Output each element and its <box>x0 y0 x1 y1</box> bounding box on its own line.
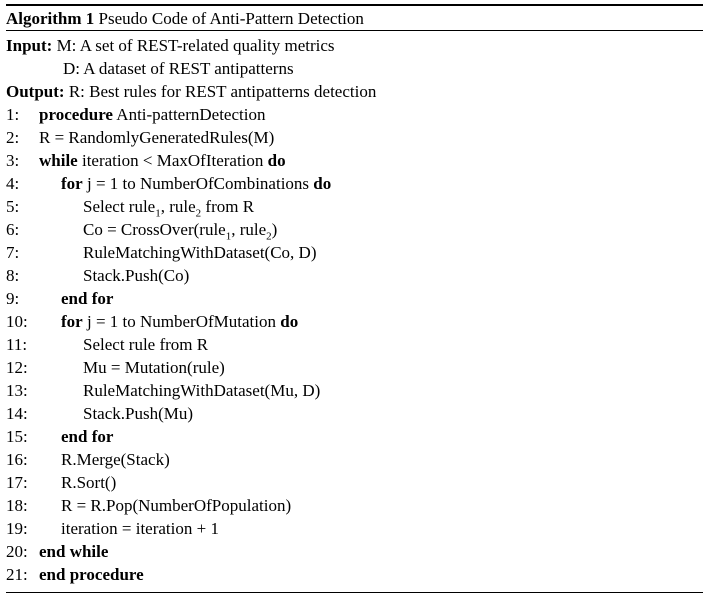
code-text: Select rule from R <box>83 335 209 354</box>
keyword: end while <box>39 542 109 561</box>
line-code <box>39 540 108 563</box>
line-number: 20: <box>6 542 28 561</box>
caption-label: Algorithm 1 <box>6 9 95 28</box>
code-lines <box>6 103 703 586</box>
subscript: 1 <box>155 207 161 220</box>
algorithm-line <box>6 287 703 310</box>
code-text: j = 1 to NumberOfCombinations <box>82 174 314 193</box>
code-text: , rule <box>231 220 267 239</box>
line-number: 8: <box>6 266 20 285</box>
line-number: 12: <box>6 358 28 377</box>
caption-title: Pseudo Code of Anti-Pattern Detection <box>98 9 364 28</box>
algorithm-line <box>6 310 703 333</box>
keyword: do <box>267 151 286 170</box>
code-text: Stack.Push(Mu) <box>83 404 194 423</box>
code-text: RuleMatchingWithDataset(Co, D) <box>83 243 317 262</box>
code-text: Stack.Push(Co) <box>83 266 190 285</box>
keyword: while <box>39 151 78 170</box>
keyword: for <box>61 312 83 331</box>
line-number: 2: <box>6 128 20 147</box>
line-number: 7: <box>6 243 20 262</box>
subscript: 1 <box>225 230 232 243</box>
keyword: for <box>61 174 83 193</box>
algorithm-caption <box>6 6 703 30</box>
line-number: 3: <box>6 151 20 170</box>
line-number: 9: <box>6 289 20 308</box>
line-number: 16: <box>6 450 28 469</box>
algorithm-line <box>6 563 703 586</box>
output-label: Output: <box>6 82 65 101</box>
line-code <box>61 448 170 471</box>
algorithm-line <box>6 540 703 563</box>
input-line-2 <box>6 57 703 80</box>
line-code <box>83 264 189 287</box>
line-code <box>61 287 113 310</box>
code-text: iteration < MaxOfIteration <box>77 151 268 170</box>
line-number: 1: <box>6 105 20 124</box>
algorithm-line <box>6 241 703 264</box>
line-number: 18: <box>6 496 28 515</box>
keyword: do <box>280 312 299 331</box>
keyword: end for <box>61 289 114 308</box>
line-number: 14: <box>6 404 28 423</box>
line-code <box>83 241 316 264</box>
line-number: 13: <box>6 381 28 400</box>
keyword: end procedure <box>39 565 144 584</box>
algorithm-line <box>6 149 703 172</box>
line-number: 11: <box>6 335 28 354</box>
code-text: iteration = iteration + 1 <box>61 519 219 538</box>
line-code <box>61 494 291 517</box>
line-code <box>61 471 116 494</box>
algorithm-line <box>6 425 703 448</box>
code-text: , rule <box>160 197 196 216</box>
input-label: Input: <box>6 36 53 55</box>
line-code <box>83 356 225 379</box>
code-text: R.Sort() <box>61 473 117 492</box>
line-number: 21: <box>6 565 28 584</box>
line-code <box>83 379 320 402</box>
line-code <box>83 218 277 241</box>
line-code <box>61 425 113 448</box>
code-text: R.Merge(Stack) <box>61 450 170 469</box>
line-code <box>39 103 265 126</box>
keyword: do <box>313 174 332 193</box>
input-text-1: M: A set of REST-related quality metrics <box>56 36 335 55</box>
output-text: R: Best rules for REST antipatterns detection <box>68 82 377 101</box>
code-text: j = 1 to NumberOfMutation <box>82 312 281 331</box>
keyword: procedure <box>39 105 113 124</box>
input-text-2: D: A dataset of REST antipatterns <box>63 59 294 78</box>
code-text: Anti-patternDetection <box>112 105 266 124</box>
line-number: 15: <box>6 427 28 446</box>
algorithm-box <box>6 4 703 593</box>
line-code <box>39 563 144 586</box>
algorithm-line <box>6 494 703 517</box>
algorithm-line <box>6 126 703 149</box>
code-text: ) <box>271 220 278 239</box>
algorithm-line <box>6 448 703 471</box>
code-text: Mu = Mutation(rule) <box>83 358 225 377</box>
subscript: 2 <box>195 207 202 220</box>
line-number: 10: <box>6 312 28 331</box>
code-text: Select rule <box>83 197 156 216</box>
code-text: Co = CrossOver(rule <box>83 220 226 239</box>
subscript: 2 <box>266 230 272 243</box>
line-number: 5: <box>6 197 20 216</box>
algorithm-line <box>6 103 703 126</box>
code-text: R = RandomlyGeneratedRules(M) <box>39 128 275 147</box>
algorithm-line <box>6 379 703 402</box>
code-text: from R <box>201 197 255 216</box>
algorithm-line <box>6 402 703 425</box>
algorithm-line <box>6 517 703 540</box>
line-number: 6: <box>6 220 20 239</box>
line-code <box>39 149 286 172</box>
algorithm-line <box>6 333 703 356</box>
line-number: 19: <box>6 519 28 538</box>
keyword: end for <box>61 427 114 446</box>
algorithm-line <box>6 356 703 379</box>
line-code <box>83 402 193 425</box>
line-code <box>61 310 298 333</box>
input-line <box>6 34 703 57</box>
line-code <box>61 172 331 195</box>
algorithm-line <box>6 264 703 287</box>
line-code <box>83 195 254 218</box>
code-text: RuleMatchingWithDataset(Mu, D) <box>83 381 321 400</box>
algorithm-line <box>6 195 703 218</box>
algorithm-line <box>6 471 703 494</box>
code-text: R = R.Pop(NumberOfPopulation) <box>61 496 292 515</box>
line-code <box>61 517 219 540</box>
line-number: 4: <box>6 174 20 193</box>
line-number: 17: <box>6 473 28 492</box>
algorithm-line <box>6 218 703 241</box>
line-code <box>83 333 208 356</box>
line-code <box>39 126 274 149</box>
output-line <box>6 80 703 103</box>
algorithm-line <box>6 172 703 195</box>
